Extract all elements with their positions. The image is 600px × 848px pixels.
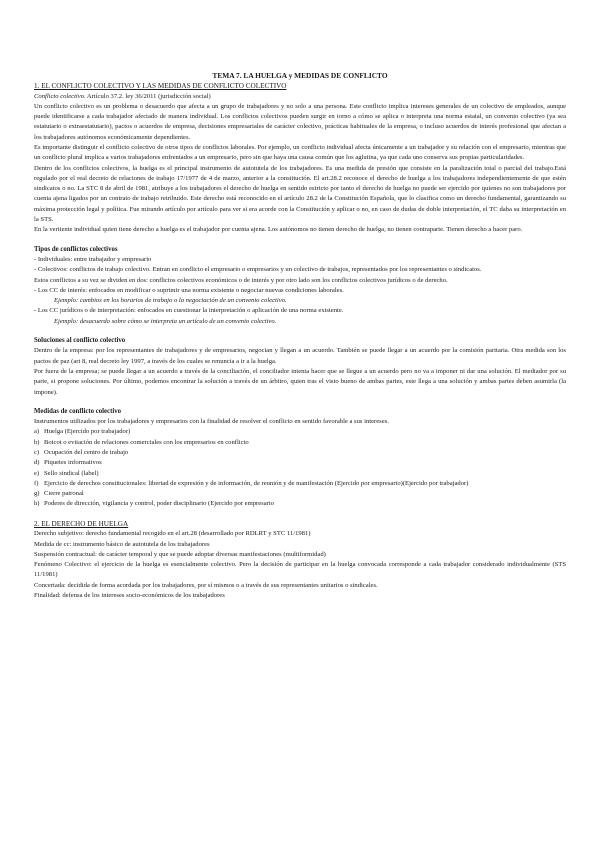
list-item: b) Boicot o evitación de relaciones comerciales con los empresarios en conflicto [34,438,249,446]
section-2-heading: 2. EL DERECHO DE HUELGA [34,519,129,528]
list-item-cc-interes: - Los CC de interés: enfocados en modificar o suprimir una norma existente o negociar nuevas condiciones laborales. [34,286,344,294]
reference-label: Conflicto colectivo. [34,92,86,100]
list-item: c) Ocupación del centro de trabajo [34,449,129,456]
example-juridicos: Ejemplo: desacuerdo sobre cómo se interpreta un artículo de un convenio colectivo. [54,317,277,325]
derecho-line: Fenómeno Colectivo: el ejercicio de la huelga es esencialmente colectivo. Pero la decisión de participar en la huelga convocada corresponde a cada trabajador considerado individualmente (STS 11/1981) [34,561,566,579]
paragraph-individual: En la vertiente individual quien tiene derecho a huelga es el trabajador por cuenta ajena. Los autónomos no tienen derecho de huelga, no tienen contraparte. Tienen derecho a hacer paro. [34,226,523,234]
document-title: TEMA 7. LA HUELGA y MEDIDAS DE CONFLICTO [212,71,388,80]
derecho-line: Suspensión contractual: de carácter temporal y que se puede adoptar diversas manifestaciones (multiformidad) [34,550,326,558]
derecho-line: Concertada: decidida de forma acordada por los trabajadores, por sí mismos o a través de sus representantes unitarios o sindicales. [34,581,378,589]
paragraph-strike: Dentro de los conflictos colectivos, la huelga es el principal instrumento de autotutela de los trabajadores. Es una medida de presión que consiste en la paralización total o parcial del trabajo.Está regulado por el real decreto de relaciones de trabajo 17/1977 de 4 de marzo, anterior a la constitución. El art.28.2 reconoce el derecho de huelga a los trabajadores independientemente de que estén sindicatos o no. La STC 8 de abril de 1981, atribuye a los trabajadores el derecho de huelga en sentido estricto por tanto el derecho de huelga no puede ser ejercido por quienes no son trabajadores por cuenta ajena ligados por un contrato de trabajo retribuido. Este derecho está reconocido en el artículo 28.2 de la Constitución Española, que lo clasifica como un derecho fundamental, garantizando su máxima protección legal y política. Fue mirando artículo por artículo para ver si era acorde con la Constitución y aplicar o no, en caso de dudas de doble interpretación, el TC daba su interpretación en la STS. [34,164,566,224]
derecho-line: Medida de cc: instrumento básico de autotutela de los trabajadores [34,540,210,548]
list-item: d) Piquetes informativos [34,459,102,467]
paragraph-definition: Un conflicto colectivo es un problema o desacuerdo que afecta a un grupo de trabajadores y no solo a una persona. Este conflicto implica intereses generales de un colectivo de empleados, aunque puede identificarse a cada trabajador afectado de manera individual. Los conflictos colectivos pueden surgir en torno a cómo se aplica o interpreta una norma estatal, un convenio colectivo (ya sea estatutario o extraestatutario), pactos o acuerdos de empresa, decisiones empresariales de carácter colectivo, prácticas habituales de la empresa, o incluso acuerdos de interés profesional que afectan a los trabajadores autónomos económicamente dependientes. [34,102,566,141]
paragraph-inside-company: Dentro de la empresa: por los representantes de trabajadores y de empresarios, negocian y llegan a un acuerdo. También se puede llegar a un acuerdo por la comisión paritaria. Otra medida son los pactos de paz (art 8, real decreto ley 1997, a través de los cuales se renuncia a ir a la huelga. [34,347,566,365]
list-item-cc-juridicos: - Los CC jurídicos o de interpretación: enfocados en cuestionar la interpretación o aplicación de una norma existente. [34,307,344,315]
list-item: - Colectivos: conflictos de trabajo colectivo. Entran en conflicto el empresario o empresarios y un colectivo de trabajos, representados por los representantes o sindicatos. [34,266,482,274]
document-page [34,70,566,601]
derecho-line: Finalidad: defensa de los intereses socio-económicos de los trabajadores [34,592,225,600]
section-1-heading: 1. EL CONFLICTO COLECTIVO Y LAS MEDIDAS DE CONFLICTO COLECTIVO [34,82,287,90]
list-item: a) Huelga (Ejercido por trabajador) [34,428,131,436]
list-item: g) Cierre patronal [34,490,84,498]
medidas-list [34,427,566,509]
legal-reference [34,92,566,102]
soluciones-heading: Soluciones al conflicto colectivo [34,337,126,345]
tipos-heading: Tipos de conflictos colectivos [34,245,118,253]
medidas-heading: Medidas de conflicto colectivo [34,407,122,415]
paragraph-distinction: Es importante distinguir el conflicto colectivo de otros tipos de conflictos laborales. Por ejemplo, un conflicto individual afecta únicamente a un trabajador y su relación con el empresario, mientras que un conflicto plural implica a varios trabajadores enfrentados a un empresario, pero sin que haya una causa común que los aglutina, ya que cada uno conserva sus propias particularidades. [34,143,566,162]
derecho-line: Derecho subjetivo: derecho fundamental recogido en el art.28 (desarrollado por RDLRT y STC 11/1981) [34,530,311,538]
example-interes: Ejemplo: cambios en los horarios de trabajo o la negociación de un convenio colectivo. [54,297,287,305]
list-item: h) Poderes de dirección, vigilancia y control, poder disciplinario (Ejercido por empresario [34,500,274,508]
tipos-intro: Estos conflictos a su vez se dividen en dos: conflictos colectivos económicos o de interés y por otro lado son los conflictos colectivos jurídicos o de derecho. [34,276,448,284]
list-item: - Individuales: entre trabajador y empresario [34,255,152,263]
reference-text: Artículo 37.2. ley 36/2011 (jurisdicción social) [85,92,211,100]
medidas-intro: Instrumentos utilizados por los trabajadores y empresarios con la finalidad de resolver el conflicto en sentido favorable a sus intereses. [34,418,389,426]
list-item: f) Ejercicio de derechos constitucionales: libertad de expresión y de información, de reunión y de manifestación (Ejercido por empresario)(Ejercido por trabajador) [34,479,469,487]
list-item: e) Sello sindical (label) [34,469,99,477]
paragraph-outside-company: Por fuera de la empresa; se puede llegar a un acuerdo a través de la conciliación, el conciliador intenta hacer que se llegue a un acuerdo pero no va a imponer ni dar una solución. El mediador por su parte, si propone soluciones. Por último, podemos encontrar la solución a través de un árbitro, quien tras el visto bueno de ambas partes, este llega a una solución y ambas partes deben asumirla (la impone). [34,367,566,396]
